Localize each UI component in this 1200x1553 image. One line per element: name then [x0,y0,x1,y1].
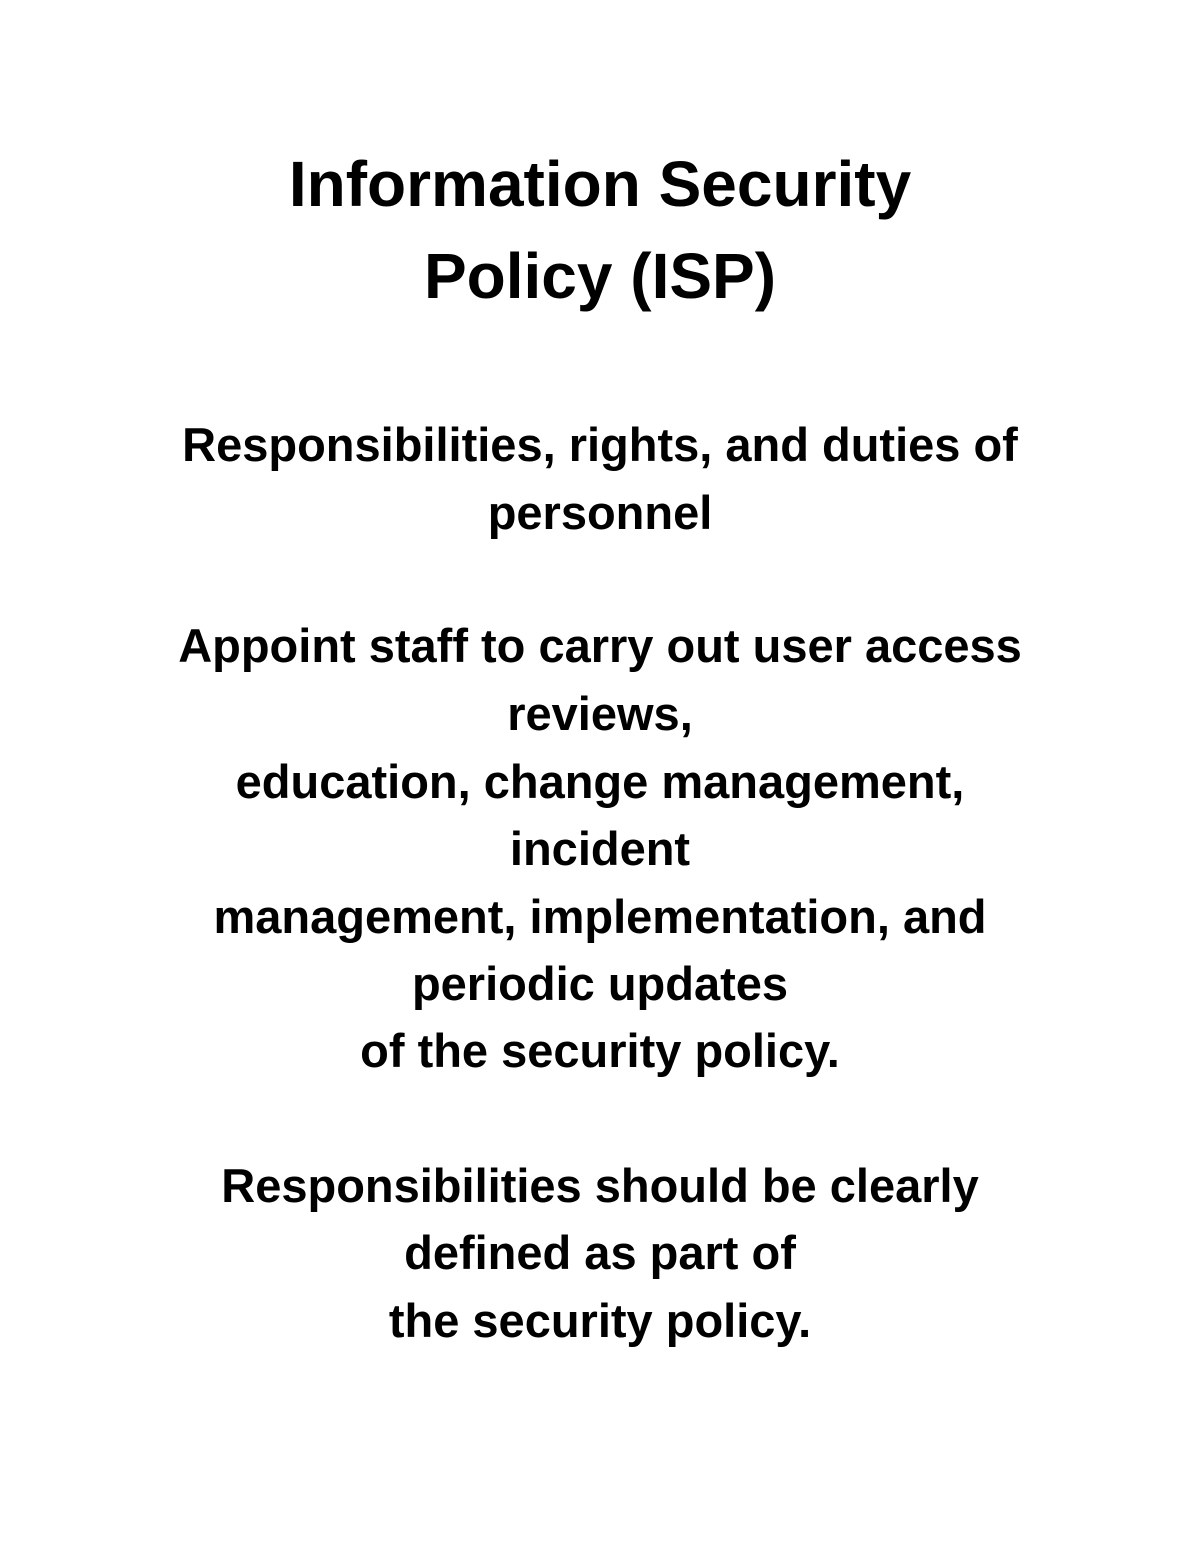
section-appoint-line-7: of the security policy. [360,1024,840,1077]
section-responsibilities-line-1: Responsibilities, rights, and duties of [182,418,1018,471]
section-appoint-line-3: education, change management, [235,755,965,808]
section-appoint-line-1: Appoint staff to carry out user access [178,619,1022,672]
section-appoint-line-6: periodic updates [411,957,789,1010]
section-clearly-defined-line-1: Responsibilities should be clearly [221,1159,979,1212]
section-appoint-line-5: management, implementation, and [213,890,987,943]
document-title-line-1: Information Security [288,148,912,220]
section-clearly-defined-line-3: the security policy. [388,1294,812,1347]
section-appoint-line-2: reviews, [507,687,693,740]
section-appoint-line-4: incident [509,822,691,875]
section-responsibilities-line-2: personnel [487,486,713,539]
document-title-line-2: Policy (ISP) [423,240,777,312]
section-clearly-defined-line-2: defined as part of [404,1226,796,1279]
